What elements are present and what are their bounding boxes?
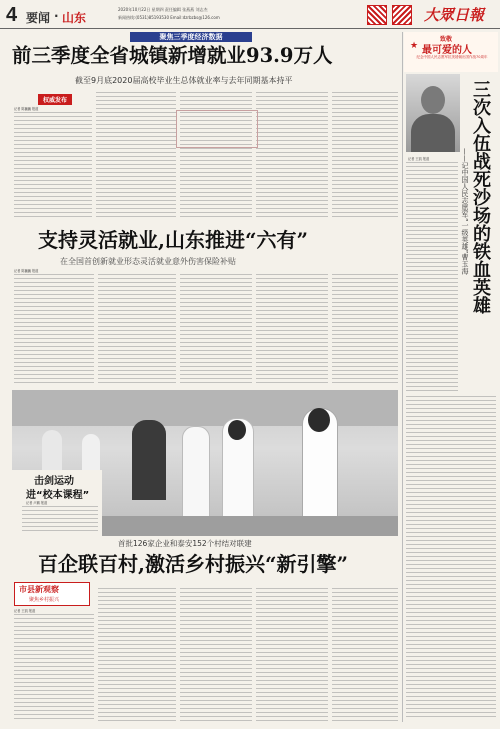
section-dot: · <box>54 9 59 23</box>
photo-caption: 首批126家企业和泰安152个村结对联建 <box>118 539 252 548</box>
portrait-head <box>421 86 445 114</box>
paper-logo: 大眾日報 <box>424 6 485 24</box>
masthead-rule <box>0 28 500 29</box>
sidebar-byline: 记者 王凯 报道 <box>408 157 430 161</box>
page-number: 4 <box>6 4 18 26</box>
second-body-col3 <box>180 274 252 386</box>
section-label: 要闻 <box>26 11 51 25</box>
bottom-body-col2 <box>98 588 176 722</box>
bottom-badge-title: 市县新观察 <box>19 585 59 594</box>
second-subhead: 在全国首创新就业形态灵活就业意外伤害保险补贴 <box>60 257 236 266</box>
bottom-byline: 记者 王凯 报道 <box>14 609 36 613</box>
sidebar-divider <box>402 32 403 722</box>
photo-side-title-2: 进“校本课程” <box>26 490 90 501</box>
sidebar-header-big: 最可爱的人 <box>422 45 472 56</box>
sidebar-subtitle: ——记中国人民志愿军“一级英雄”曹玉海 <box>461 148 469 275</box>
main-box-border <box>176 110 258 148</box>
photo-side-body <box>22 506 98 534</box>
sidebar-body-a <box>406 162 458 394</box>
main-byline: 记者 陈巍巍 报道 <box>14 107 39 111</box>
bottom-badge <box>14 582 90 606</box>
second-headline: 支持灵活就业,山东推进“六有” <box>38 228 308 252</box>
main-kicker: 聚焦三季度经济数据 <box>130 32 252 42</box>
main-badge: 权威发布 <box>38 94 72 105</box>
sidebar-header-caption: 纪念中国人民志愿军抗美援朝出国作战70周年 <box>416 55 488 59</box>
hero-portrait <box>406 74 460 152</box>
portrait-body <box>411 114 455 152</box>
sidebar-header <box>404 32 498 72</box>
photo-coach <box>132 420 166 500</box>
bottom-body-col3 <box>180 588 252 722</box>
second-body-col2 <box>98 274 176 386</box>
bottom-badge-sub: 聚焦乡村振兴 <box>29 597 60 603</box>
sidebar-body-b <box>406 396 496 720</box>
second-body-col5 <box>332 274 398 386</box>
qr-code-icon <box>392 5 412 25</box>
star-icon: ★ <box>410 41 419 51</box>
sidebar-header-small: 致敬 <box>440 36 453 43</box>
region-label: 山东 <box>62 11 87 25</box>
second-body-col1 <box>14 274 94 386</box>
main-subhead: 截至9月底2020届高校毕业生总体就业率与去年同期基本持平 <box>75 76 293 85</box>
photo-side-panel <box>12 470 102 536</box>
qr-code-icon <box>367 5 387 25</box>
main-body-col4 <box>256 92 328 220</box>
fencing-mask-icon <box>228 420 246 440</box>
main-headline: 前三季度全省城镇新增就业93.9万人 <box>12 44 333 67</box>
sidebar-title: 三次入伍战死沙场的铁血英雄 <box>470 80 491 314</box>
bottom-body-col5 <box>332 588 398 722</box>
bottom-body-col1 <box>14 614 94 722</box>
masthead-meta-1: 2020年10月22日 星期四 责任编辑 张燕燕 刘志杰 <box>118 7 208 12</box>
photo-backdrop <box>12 390 398 426</box>
masthead <box>0 0 500 30</box>
second-body-col4 <box>256 274 328 386</box>
main-body-col5 <box>332 92 398 220</box>
second-byline: 记者 陈巍巍 报道 <box>14 269 39 273</box>
main-body-col1 <box>14 112 92 220</box>
photo-side-title-1: 击剑运动 <box>34 476 74 487</box>
photo-side-byline: 记者 卢鹏 报道 <box>26 501 48 505</box>
bottom-headline: 百企联百村,激活乡村振兴“新引擎” <box>38 552 348 576</box>
fencing-mask-icon <box>308 408 330 432</box>
bottom-body-col4 <box>256 588 328 722</box>
main-body-col2 <box>96 92 176 220</box>
masthead-meta-2: 新闻热线:(0531)85193530 Email:dzrbzbs@126.com <box>118 15 220 20</box>
